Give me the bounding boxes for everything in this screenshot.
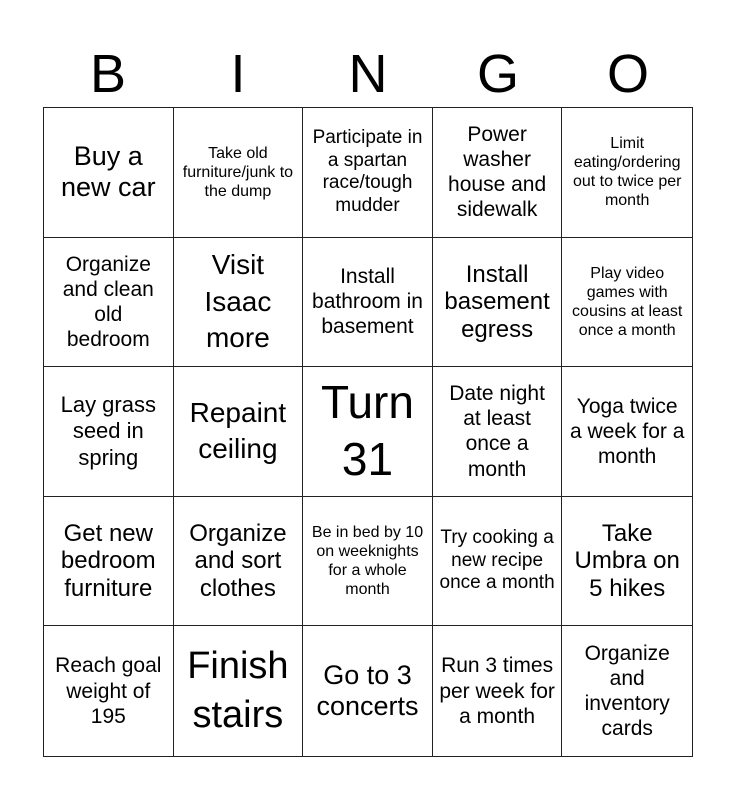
bingo-cell[interactable]: Take old furniture/junk to the dump <box>174 108 304 238</box>
bingo-cell[interactable]: Be in bed by 10 on weeknights for a whole month <box>303 497 433 627</box>
bingo-cell[interactable]: Get new bedroom furniture <box>44 497 174 627</box>
bingo-cell[interactable]: Organize and inventory cards <box>584 641 670 741</box>
bingo-cell[interactable]: Visit Isaac more <box>174 238 304 368</box>
bingo-cell[interactable]: Play video games with cousins at least once a month <box>562 238 692 368</box>
bingo-cell[interactable]: Participate in a spartan race/tough mudder <box>303 108 433 238</box>
header-letter-o: O <box>606 44 649 104</box>
bingo-cell[interactable]: Take Umbra on 5 hikes <box>562 497 692 627</box>
bingo-cell[interactable]: Finish stairs <box>174 626 304 756</box>
header-letter-n: N <box>348 44 388 104</box>
bingo-cell[interactable]: Install bathroom in basement <box>303 238 433 368</box>
header-letter-b: B <box>89 44 127 104</box>
bingo-cell[interactable]: Buy a new car <box>44 108 174 238</box>
bingo-cell[interactable]: Yoga twice a week for a month <box>562 367 692 497</box>
header-letter-i: I <box>230 44 246 104</box>
bingo-cell-free-space[interactable]: Turn 31 <box>303 367 433 497</box>
bingo-cell[interactable]: Power washer house and sidewalk <box>433 108 563 238</box>
bingo-cell[interactable]: Organize and sort clothes <box>174 497 304 627</box>
bingo-header <box>43 44 693 104</box>
bingo-cell[interactable]: Lay grass seed in spring <box>44 367 174 497</box>
bingo-cell[interactable]: Reach goal weight of 195 <box>44 626 174 756</box>
bingo-cell[interactable]: Go to 3 concerts <box>303 626 433 756</box>
header-letter-g: G <box>476 44 519 104</box>
bingo-cell[interactable]: Run 3 times per week for a month <box>433 626 563 756</box>
bingo-cell[interactable]: Organize and clean old bedroom <box>44 238 174 368</box>
bingo-grid <box>43 107 693 757</box>
bingo-cell[interactable]: Install basement egress <box>433 238 563 368</box>
bingo-cell[interactable]: Date night at least once a month <box>433 367 563 497</box>
bingo-cell[interactable]: Try cooking a new recipe once a month <box>433 497 563 627</box>
bingo-cell[interactable]: Repaint ceiling <box>174 367 304 497</box>
bingo-cell[interactable]: Limit eating/ordering out to twice per month <box>562 108 692 238</box>
